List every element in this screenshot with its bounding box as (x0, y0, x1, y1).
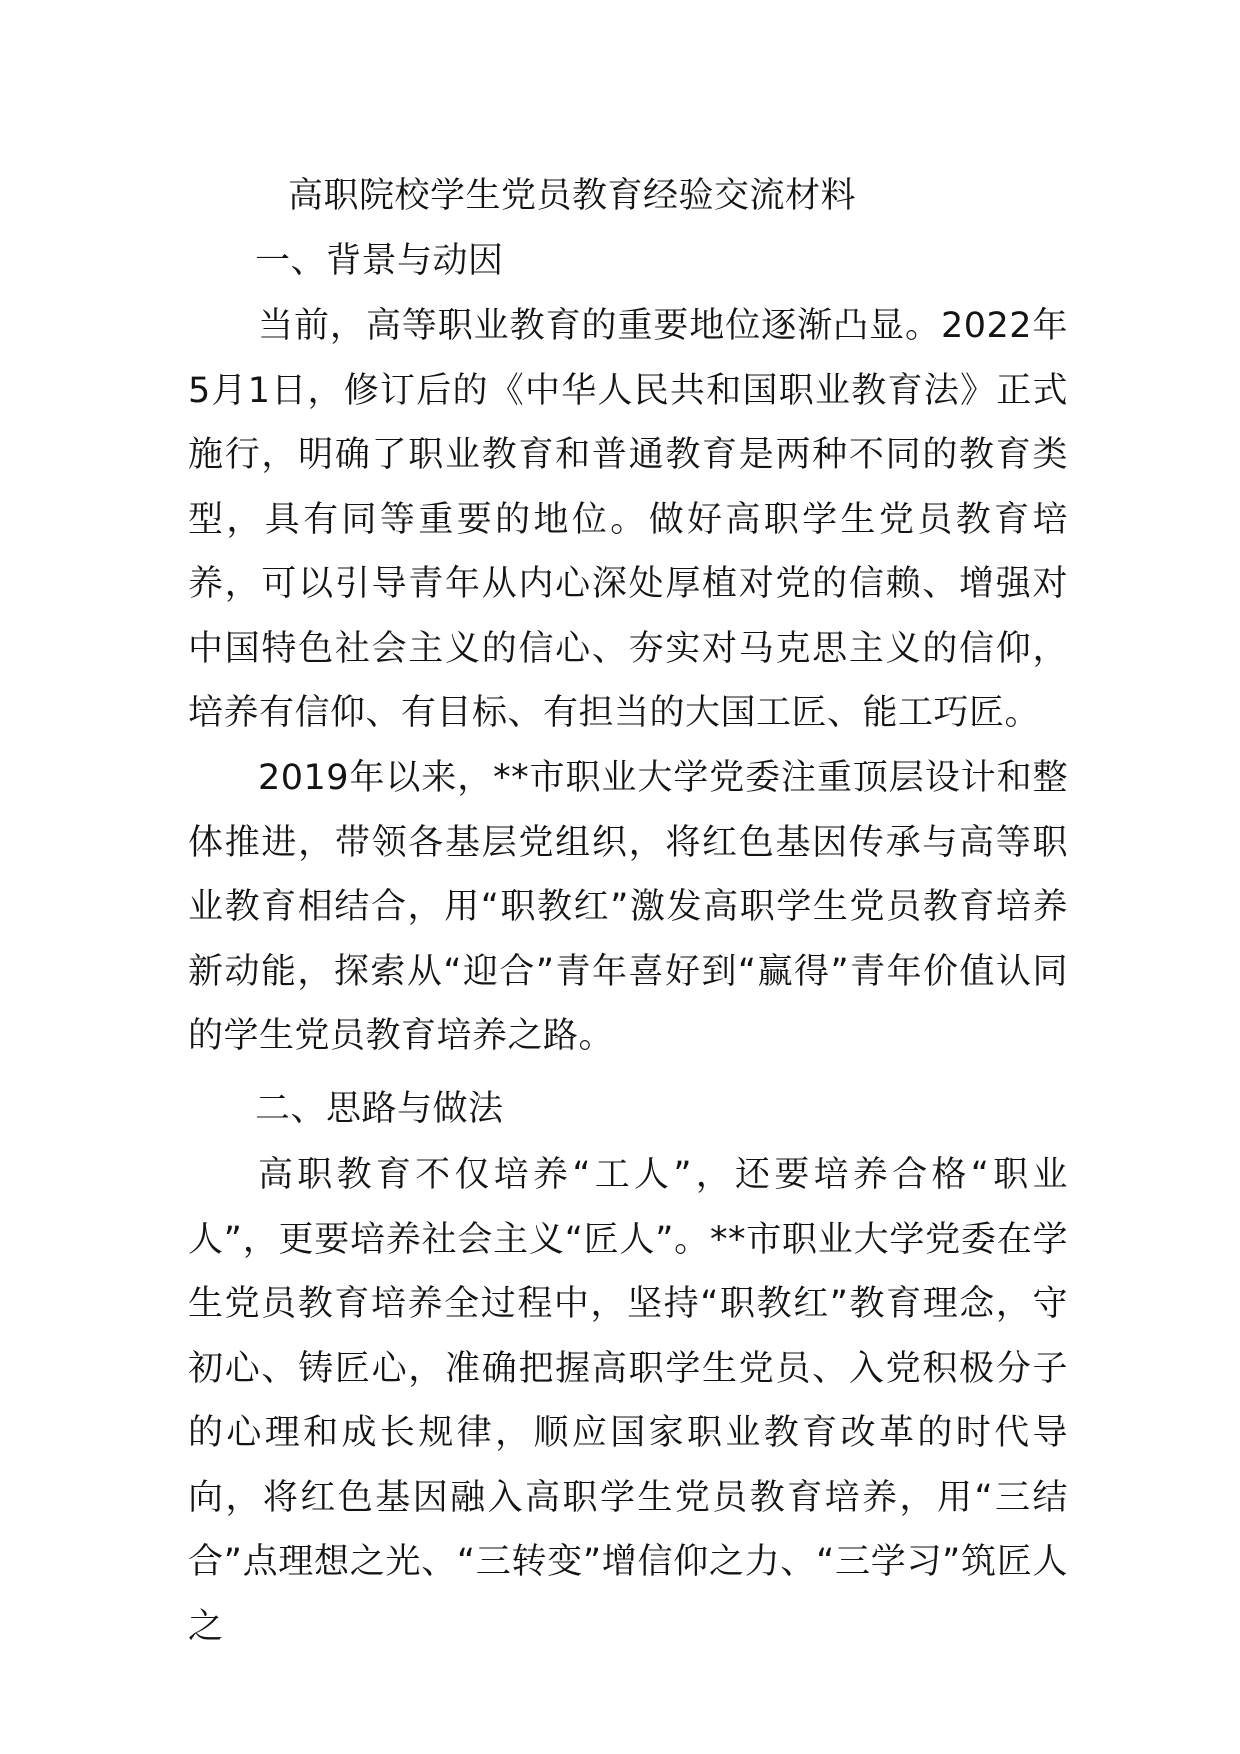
section-heading-background: 一、背景与动因 (255, 241, 504, 281)
document-title: 高职院校学生党员教育经验交流材料 (288, 176, 857, 216)
paragraph-current-situation: 当前，高等职业教育的重要地位逐渐凸显。2022年5月1日，修订后的《中华人民共和国职业教育法》正式施行，明确了职业教育和普通教育是两种不同的教育类型，具有同等重要的地位。做好高职学生党员教育培养，可以引导青年从内心深处厚植对党的信赖、增强对中国特色社会主义的信心、夯实对马克思主义的信仰，培养有信仰、有目标、有担当的大国工匠、能工巧匠。 (188, 306, 1068, 733)
paragraph-since-2019: 2019年以来，**市职业大学党委注重顶层设计和整体推进，带领各基层党组织，将红色基因传承与高等职业教育相结合，用“职教红”激发高职学生党员教育培养新动能，探索从“迎合”青年喜好到“赢得”青年价值认同的学生党员教育培养之路。 (188, 758, 1068, 1056)
paragraph-approach: 高职教育不仅培养“工人”，还要培养合格“职业人”，更要培养社会主义“匠人”。**市职业大学党委在学生党员教育培养全过程中，坚持“职教红”教育理念，守初心、铸匠心，准确把握高职学生党员、入党积极分子的心理和成长规律，顺应国家职业教育改革的时代导向，将红色基因融入高职学生党员教育培养，用“三结合”点理想之光、“三转变”增信仰之力、“三学习”筑匠人之 (188, 1155, 1068, 1647)
section-heading-approach: 二、思路与做法 (255, 1089, 504, 1129)
